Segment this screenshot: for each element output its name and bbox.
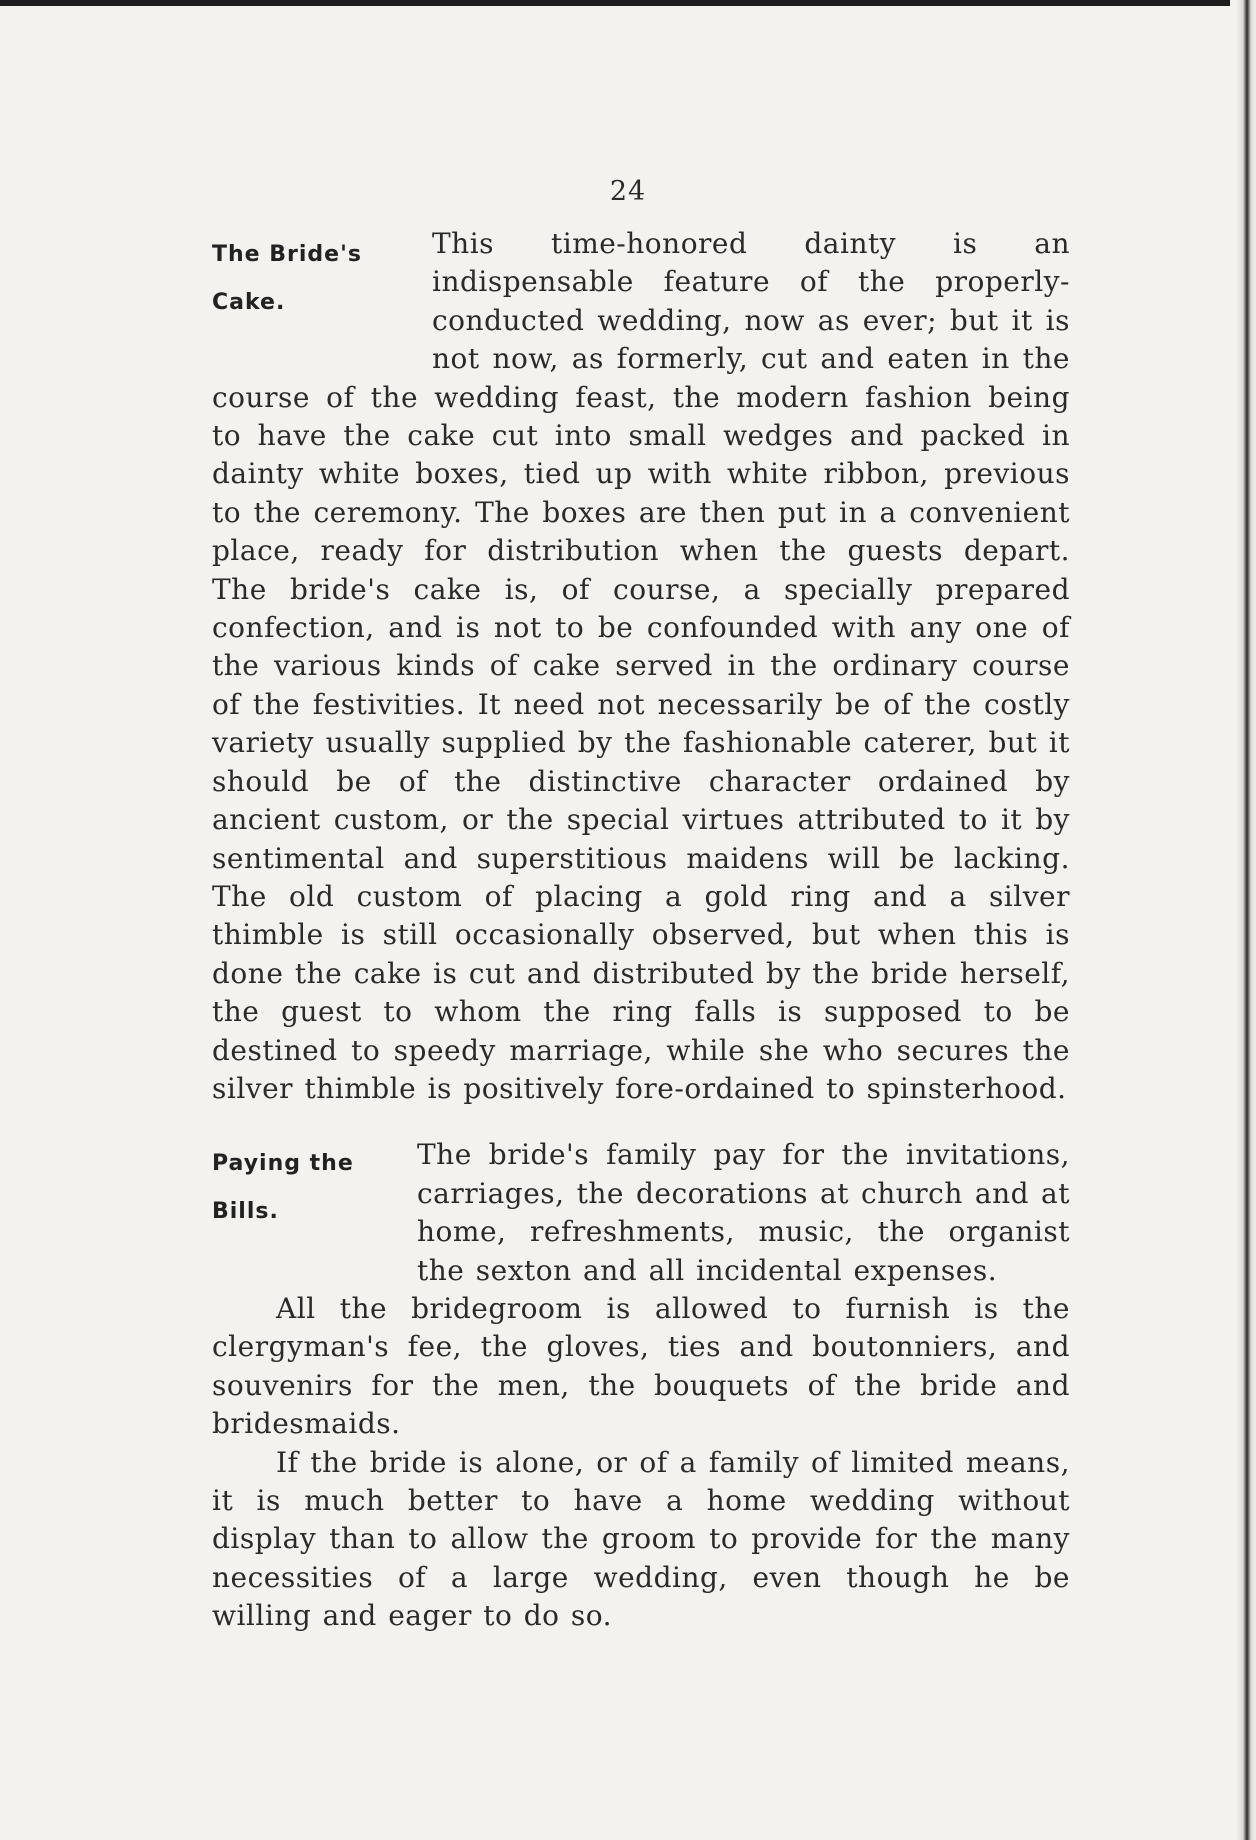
paragraph: All the bridegroom is allowed to furnish is the clergyman's fee, the gloves, ties and boutonniers, and souvenirs for the men, the bouquets of the bride and bridesmaids. [212,1291,1070,1441]
page-right-edge [1236,0,1256,1840]
section-paying-the-bills [212,1136,1070,1635]
paragraph: If the bride is alone, or of a family of limited means, it is much better to have a home wedding without display than to allow the groom to provide for the many necessities of a large wedding, even though he be willing and eager to do so. [212,1445,1070,1633]
page-content [212,225,1070,1636]
section-heading: The Bride's Cake. [212,242,362,315]
page-top-edge [0,0,1230,6]
section-brides-cake [212,225,1070,1108]
page-number: 24 [609,176,647,207]
paragraph: The bride's family pay for the invitations, carriages, the decorations at church and at home, refreshments, music, the organist the sexton and all incidental expenses. [417,1138,1070,1287]
paragraph: This time-honored dainty is an indispensable feature of the properly-conducted wedding, now as ever; but it is not now, as formerly, cut and eaten in the course of the wedding feast, the modern fashion being to have the cake cut into small wedges and packed in dainty white boxes, tied up with white ribbon, previous to the ceremony. The boxes are then put in a convenient place, ready for distribution when the guests depart. The bride's cake is, of course, a specially prepared confection, and is not to be confounded with any one of the various kinds of cake served in the ordinary course of the festivities. It need not necessarily be of the costly variety usually supplied by the fashionable caterer, but it should be of the distinctive character ordained by ancient custom, or the special virtues attributed to it by sentimental and superstitious maidens will be lacking. The old custom of placing a gold ring and a silver thimble is still occasionally observed, but when this is done the cake is cut and distributed by the bride herself, the guest to whom the ring falls is supposed to be destined to speedy marriage, while she who secures the silver thimble is positively fore-ordained to spinsterhood. [212,227,1070,1105]
section-heading: Paying the Bills. [212,1151,354,1225]
